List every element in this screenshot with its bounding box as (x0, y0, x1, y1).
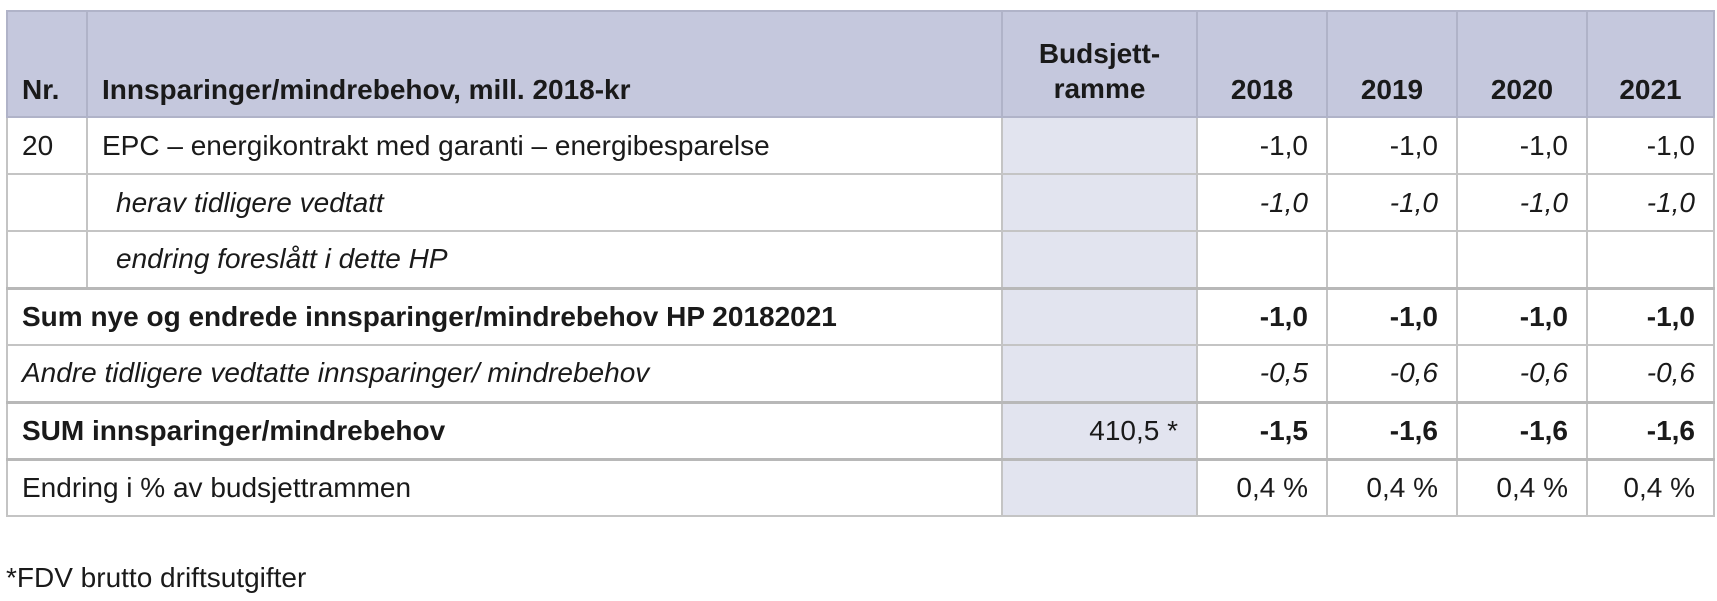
row-value-2020: 0,4 % (1457, 459, 1587, 516)
header-year-2019: 2019 (1327, 11, 1457, 117)
row-description: Sum nye og endrede innsparinger/mindrebehov HP 20182021 (7, 288, 1002, 345)
row-value-2021: -1,0 (1587, 288, 1714, 345)
row-value-2019: -0,6 (1327, 345, 1457, 402)
row-value-2021: -0,6 (1587, 345, 1714, 402)
header-budget (1002, 11, 1197, 117)
row-value-2019: -1,0 (1327, 117, 1457, 174)
row-budget (1002, 174, 1197, 231)
row-budget: 410,5 * (1002, 402, 1197, 459)
row-budget (1002, 288, 1197, 345)
row-description: EPC – energikontrakt med garanti – energibesparelse (87, 117, 1002, 174)
row-value-2021: -1,0 (1587, 174, 1714, 231)
row-value-2020: -1,0 (1457, 174, 1587, 231)
row-value-2020: -1,6 (1457, 402, 1587, 459)
savings-table-container (6, 10, 1715, 517)
row-description (87, 231, 1002, 288)
header-budget-line1: Budsjett- (1038, 38, 1161, 69)
savings-table (6, 10, 1715, 517)
row-value-2021 (1587, 231, 1714, 288)
row-nr: 20 (7, 117, 87, 174)
table-row-sum-new-changed (7, 288, 1714, 345)
row-value-2021: 0,4 % (1587, 459, 1714, 516)
header-year-2018: 2018 (1197, 11, 1327, 117)
header-description: Innsparinger/mindrebehov, mill. 2018-kr (87, 11, 1002, 117)
row-value-2020: -0,6 (1457, 345, 1587, 402)
row-value-2018: 0,4 % (1197, 459, 1327, 516)
row-value-2019: 0,4 % (1327, 459, 1457, 516)
row-description-text: herav tidligere vedtatt (116, 186, 384, 218)
row-value-2021: -1,0 (1587, 117, 1714, 174)
row-value-2020: -1,0 (1457, 117, 1587, 174)
row-value-2018: -1,5 (1197, 402, 1327, 459)
row-value-2019 (1327, 231, 1457, 288)
row-nr (7, 231, 87, 288)
table-row-previously-adopted (7, 174, 1714, 231)
row-value-2018: -1,0 (1197, 117, 1327, 174)
header-budget-line2: ramme (1053, 73, 1146, 104)
table-header-row (7, 11, 1714, 117)
footnote: *FDV brutto driftsutgifter (6, 562, 307, 593)
row-value-2018: -0,5 (1197, 345, 1327, 402)
row-description (87, 174, 1002, 231)
row-budget (1002, 459, 1197, 516)
row-value-2018 (1197, 231, 1327, 288)
table-row-percent-change (7, 459, 1714, 516)
table-row-epc (7, 117, 1714, 174)
header-year-2021: 2021 (1587, 11, 1714, 117)
row-budget (1002, 117, 1197, 174)
row-value-2018: -1,0 (1197, 174, 1327, 231)
row-value-2019: -1,0 (1327, 288, 1457, 345)
table-row-other-previously-adopted (7, 345, 1714, 402)
table-row-sum-total (7, 402, 1714, 459)
table-row-proposed-change (7, 231, 1714, 288)
row-budget (1002, 345, 1197, 402)
header-nr: Nr. (7, 11, 87, 117)
row-value-2021: -1,6 (1587, 402, 1714, 459)
row-value-2019: -1,6 (1327, 402, 1457, 459)
row-value-2020 (1457, 231, 1587, 288)
row-description: Andre tidligere vedtatte innsparinger/ mindrebehov (7, 345, 1002, 402)
row-value-2020: -1,0 (1457, 288, 1587, 345)
row-nr (7, 174, 87, 231)
row-description-text: endring foreslått i dette HP (116, 243, 448, 275)
header-year-2020: 2020 (1457, 11, 1587, 117)
row-value-2018: -1,0 (1197, 288, 1327, 345)
row-description: Endring i % av budsjettrammen (7, 459, 1002, 516)
row-value-2019: -1,0 (1327, 174, 1457, 231)
row-description: SUM innsparinger/mindrebehov (7, 402, 1002, 459)
row-budget (1002, 231, 1197, 288)
